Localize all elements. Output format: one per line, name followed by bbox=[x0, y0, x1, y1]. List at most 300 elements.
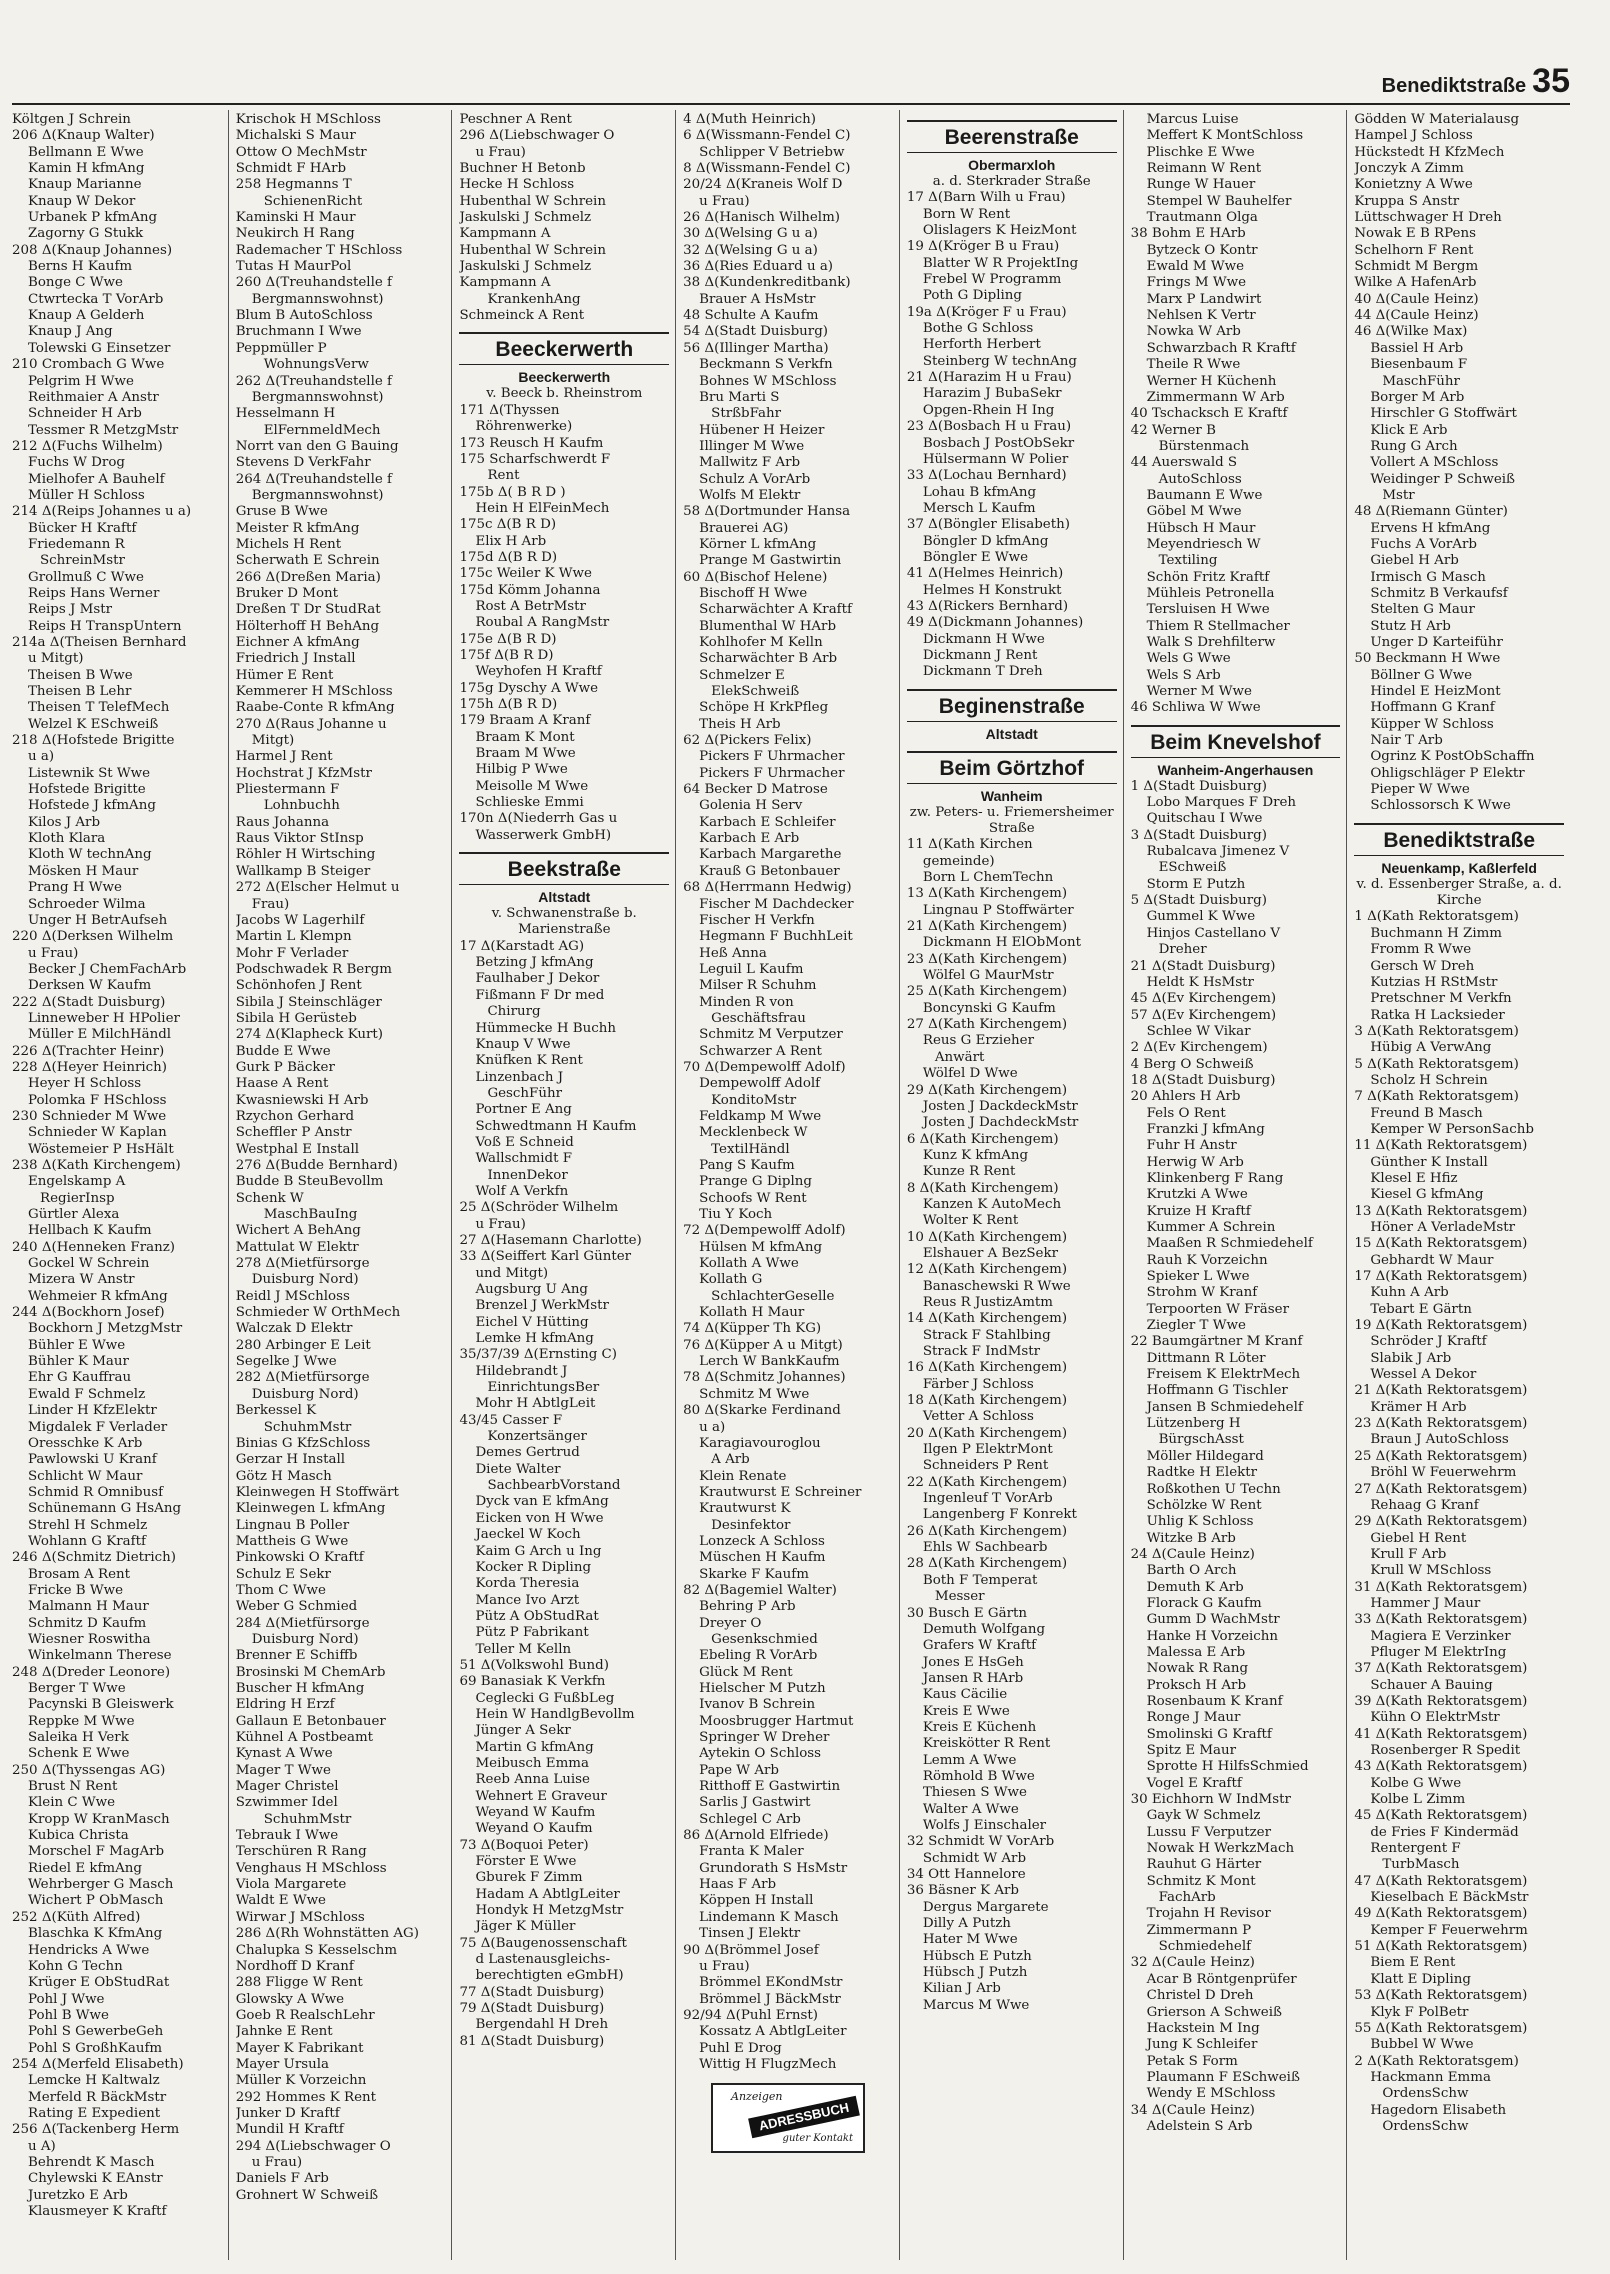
listing-line: Theisen B Wwe bbox=[28, 667, 133, 683]
listing-line: 41 Δ(Kath Rektoratsgem) bbox=[1354, 1726, 1528, 1742]
listing-line: Ziegler T Wwe bbox=[1146, 1318, 1246, 1334]
listing-line: Röhrenwerke) bbox=[475, 419, 573, 435]
listing-line: Jünger A Sekr bbox=[475, 1723, 571, 1739]
listing-line: Kemmerer H MSchloss bbox=[235, 684, 393, 700]
listing-line: Schmitz D Kaufm bbox=[28, 1615, 147, 1631]
listing-line: Elix H Arb bbox=[475, 533, 547, 549]
listing-line: Malmann H Maur bbox=[28, 1599, 149, 1615]
listing-line: Meisolle M Wwe bbox=[475, 778, 589, 794]
street-heading: Benediktstraße bbox=[1354, 823, 1564, 856]
listing-line: Schneiders P Rent bbox=[922, 1458, 1049, 1474]
listing-line: InnenDekor bbox=[487, 1167, 568, 1183]
listing-line: u a) bbox=[28, 749, 55, 765]
listing-line: Klinkenberg F Rang bbox=[1146, 1170, 1284, 1186]
listing-line: 17 Δ(Barn Wilh u Frau) bbox=[906, 190, 1066, 206]
listing-line: Lonzeck A Schloss bbox=[699, 1533, 825, 1549]
logo-bottom-text: guter Kontakt bbox=[782, 2132, 854, 2144]
listing-line: ESchweiß bbox=[1158, 860, 1227, 876]
listing-line: Raus Viktor StInsp bbox=[235, 831, 364, 847]
listing-line: Kühn O ElektrMstr bbox=[1370, 1710, 1500, 1726]
listing-line: Krull F Arb bbox=[1370, 1546, 1447, 1562]
listing-line: Rentergent F bbox=[1370, 1841, 1461, 1857]
listing-line: Anwärt bbox=[934, 1049, 985, 1065]
listing-line: 12 Δ(Kath Kirchengem) bbox=[906, 1262, 1068, 1278]
listing-line: Riedel E kfmAng bbox=[28, 1860, 142, 1876]
listing-line: Peppmüller P bbox=[235, 340, 327, 356]
listing-line: 20 Δ(Kath Kirchengem) bbox=[906, 1425, 1068, 1441]
listing-line: Bosbach J PostObSekr bbox=[922, 435, 1075, 451]
listing-line: Thom C Wwe bbox=[235, 1582, 326, 1598]
listing-line: Rzychon Gerhard bbox=[235, 1108, 355, 1124]
listing-line: 266 Δ(Dreßen Maria) bbox=[235, 569, 381, 585]
listing-line: Duisburg Nord) bbox=[251, 1386, 359, 1402]
listing-line: Desinfektor bbox=[711, 1517, 791, 1533]
listing-line: Raabe-Conte R kfmAng bbox=[235, 700, 395, 716]
listing-line: Kohlhofer M Kelln bbox=[699, 635, 823, 650]
listing-line: AutoSchloss bbox=[1158, 471, 1242, 487]
district-subtitle: Wanheim bbox=[980, 787, 1043, 804]
listing-line: Ctwrtecka T VorArb bbox=[28, 291, 164, 307]
listing-line: Mattulat W Elektr bbox=[235, 1239, 359, 1255]
listing-line: Fromm R Wwe bbox=[1370, 942, 1472, 958]
listing-line: Herforth Herbert bbox=[922, 337, 1041, 353]
listing-line: Slabik J Arb bbox=[1370, 1350, 1452, 1366]
listing-line: Irmisch G Masch bbox=[1370, 569, 1486, 585]
listing-line: Pohl S GroßhKaufm bbox=[28, 2040, 163, 2056]
column-5 bbox=[899, 110, 1123, 2260]
listing-line: Elshauer A BezSekr bbox=[922, 1245, 1058, 1261]
listing-line: 30 Busch E Gärtn bbox=[906, 1605, 1028, 1621]
listing-line: Jaskulski J Schmelz bbox=[459, 259, 592, 275]
listing-line: Saleika H Verk bbox=[28, 1730, 129, 1746]
listing-line: Budde E Wwe bbox=[235, 1043, 331, 1059]
listing-line: Pape W Arb bbox=[699, 1762, 779, 1778]
listing-line: Kynast A Wwe bbox=[235, 1746, 333, 1762]
listing-line: Theisen B Lehr bbox=[28, 684, 132, 700]
listing-line: 17 Δ(Kath Rektoratsgem) bbox=[1354, 1269, 1528, 1285]
listing-line: Wels G Wwe bbox=[1146, 651, 1231, 667]
listing-line: Kruize H Kraftf bbox=[1146, 1203, 1251, 1219]
listing-line: 210 Crombach G Wwe bbox=[12, 357, 165, 373]
listing-line: Frau) bbox=[251, 896, 290, 912]
listing-line: 214a Δ(Theisen Bernhard bbox=[12, 635, 187, 650]
listing-line: SchlachterGeselle bbox=[711, 1288, 835, 1304]
listing-line: Neukirch H Rang bbox=[235, 226, 355, 242]
listing-line: Gersch W Dreh bbox=[1370, 958, 1475, 974]
listing-line: Ehls W Sachbearb bbox=[922, 1540, 1048, 1556]
listing-line: 44 Auerswald S bbox=[1130, 455, 1238, 471]
listing-line: SchuhmMstr bbox=[263, 1419, 352, 1435]
listing-line: Hagedorn Elisabeth bbox=[1370, 2102, 1507, 2118]
listing-line: Kaus Cäcilie bbox=[922, 1687, 1008, 1703]
listing-line: 2 Δ(Kath Rektoratsgem) bbox=[1354, 2053, 1519, 2069]
listing-line: Wilke A HafenArb bbox=[1354, 275, 1477, 291]
listing-line: 27 Δ(Kath Kirchengem) bbox=[906, 1017, 1068, 1033]
listing-line: Reips H TranspUntern bbox=[28, 618, 182, 634]
listing-line: Tersluisen H Wwe bbox=[1146, 602, 1270, 618]
listing-line: Mühleis Petronella bbox=[1146, 585, 1275, 601]
listing-line: Kiesel G kfmAng bbox=[1370, 1187, 1484, 1203]
listing-line: Kropp W KranMasch bbox=[28, 1811, 170, 1827]
listing-line: Bürstenmach bbox=[1158, 438, 1250, 454]
listing-line: Heyer H Schloss bbox=[28, 1076, 142, 1092]
listing-line: Hümmecke H Buchh bbox=[475, 1020, 616, 1036]
listing-line: 43 Δ(Kath Rektoratsgem) bbox=[1354, 1759, 1528, 1775]
listing-line: Engelskamp A bbox=[28, 1174, 126, 1190]
listing-line: Dreßen T Dr StudRat bbox=[235, 602, 381, 618]
listing-line: Gayk W Schmelz bbox=[1146, 1808, 1261, 1824]
listing-line: 28 Δ(Kath Kirchengem) bbox=[906, 1556, 1068, 1572]
listing-line: Küpper W Schloss bbox=[1370, 716, 1494, 732]
listing-line: Sprotte H HilfsSchmied bbox=[1146, 1759, 1309, 1775]
district-subtitle: Altstadt bbox=[985, 725, 1038, 742]
listing-line: Brömmel EKondMstr bbox=[699, 1975, 843, 1991]
listing-line: Kampmann A bbox=[459, 275, 551, 291]
listing-line: Duisburg Nord) bbox=[251, 1272, 359, 1288]
listing-line: Glück M Rent bbox=[699, 1664, 793, 1680]
listing-line: 56 Δ(Illinger Martha) bbox=[683, 340, 829, 356]
listing-line: Mecklenbeck W bbox=[699, 1125, 808, 1141]
listing-line: Schneider H Arb bbox=[28, 406, 142, 422]
listing-line: Lingnau B Poller bbox=[235, 1517, 350, 1533]
listing-line: Jahnke E Rent bbox=[235, 2024, 333, 2040]
listing-line: 25 Δ(Kath Rektoratsgem) bbox=[1354, 1448, 1528, 1464]
listing-line: 47 Δ(Kath Rektoratsgem) bbox=[1354, 1873, 1528, 1889]
listing-line: Höner A VerladeMstr bbox=[1370, 1220, 1516, 1235]
listing-line: Kollath G bbox=[699, 1272, 763, 1288]
listing-line: Fuchs A VorArb bbox=[1370, 536, 1477, 552]
listing-line: Bergmannswohnst) bbox=[251, 291, 384, 307]
listing-line: Hölterhoff H BehAng bbox=[235, 618, 380, 634]
listing-line: 292 Hommes K Rent bbox=[235, 2089, 376, 2105]
listing-line: 246 Δ(Schmitz Dietrich) bbox=[12, 1550, 177, 1566]
listing-line: Knaup J Ang bbox=[28, 324, 113, 340]
listing-line: Rent bbox=[487, 468, 520, 484]
listing-line: Brenner E Schiffb bbox=[235, 1648, 358, 1664]
listing-line: Wohlann G Kraftf bbox=[28, 1533, 146, 1549]
listing-line: 294 Δ(Liebschwager O bbox=[235, 2138, 391, 2154]
listing-line: Schmitz M Wwe bbox=[699, 1386, 810, 1402]
listing-line: 10 Δ(Kath Kirchengem) bbox=[906, 1229, 1068, 1245]
listing-line: 75 Δ(Baugenossenschaft bbox=[459, 1935, 627, 1951]
listing-line: Adelstein S Arb bbox=[1146, 2118, 1253, 2134]
listing-line: Borger M Arb bbox=[1370, 389, 1465, 405]
listing-line: EinrichtungsBer bbox=[487, 1380, 600, 1396]
listing-line: Thiesen S Wwe bbox=[922, 1785, 1027, 1801]
listing-line: Lemcke H Kaltwalz bbox=[28, 2073, 160, 2089]
listing-line: 21 Δ(Kath Rektoratsgem) bbox=[1354, 1383, 1528, 1399]
listing-line: Christel D Dreh bbox=[1146, 1988, 1254, 2004]
listing-line: Dreher bbox=[1158, 942, 1207, 958]
listing-line: Herwig W Arb bbox=[1146, 1154, 1244, 1170]
listing-line: Voß E Schneid bbox=[475, 1134, 574, 1150]
listing-line: Bruchmann I Wwe bbox=[235, 324, 362, 340]
listing-line: 170n Δ(Niederrh Gas u bbox=[459, 811, 618, 827]
listing-line: Pohl B Wwe bbox=[28, 2007, 109, 2023]
listing-line: 179 Braam A Kranf bbox=[459, 713, 591, 729]
listing-line: Westphal E Install bbox=[235, 1141, 360, 1157]
listing-line: Pickers F Uhrmacher bbox=[699, 749, 845, 765]
listing-line: 35/37/39 Δ(Ernsting C) bbox=[459, 1347, 617, 1363]
listing-line: Ohligschläger P Elektr bbox=[1370, 765, 1525, 781]
listing-line: 20 Ahlers H Arb bbox=[1130, 1089, 1241, 1105]
listing-line: Kossatz A AbtlgLeiter bbox=[699, 2024, 847, 2040]
listing-line: Hegmann F BuchhLeit bbox=[699, 929, 853, 945]
listing-line: Karbach E Schleifer bbox=[699, 814, 836, 830]
listing-line: Konietzny A Wwe bbox=[1354, 177, 1473, 193]
listing-line: Kollath A Wwe bbox=[699, 1256, 799, 1272]
listing-line: Schauer A Bauing bbox=[1370, 1677, 1493, 1693]
listing-line: Pütz P Fabrikant bbox=[475, 1625, 589, 1641]
listing-line: 90 Δ(Brömmel Josef bbox=[683, 1942, 819, 1958]
listing-line: 212 Δ(Fuchs Wilhelm) bbox=[12, 438, 163, 454]
listing-line: 30 Eichhorn W IndMstr bbox=[1130, 1792, 1291, 1808]
listing-line: Hackstein M Ing bbox=[1146, 2020, 1260, 2036]
listing-line: Rosenberger R Spedit bbox=[1370, 1743, 1521, 1758]
listing-line: Schulz E Sekr bbox=[235, 1566, 331, 1582]
listing-line: Wittig H FlugzMech bbox=[699, 2056, 837, 2072]
listing-line: Schön Fritz Kraftf bbox=[1146, 569, 1270, 585]
listing-line: Böngler D kfmAng bbox=[922, 533, 1049, 549]
listing-line: Reus R JustizAmtm bbox=[922, 1294, 1054, 1310]
listing-line: Nair T Arb bbox=[1370, 733, 1443, 749]
listing-line: BürgschAsst bbox=[1158, 1432, 1244, 1448]
listing-line: 21 Δ(Kath Kirchengem) bbox=[906, 919, 1068, 935]
listing-line: Kollath H Maur bbox=[699, 1305, 805, 1321]
listing-line: 42 Werner B bbox=[1130, 422, 1216, 438]
listing-line: Schmid R Omnibusf bbox=[28, 1484, 164, 1500]
listing-line: 49 Δ(Kath Rektoratsgem) bbox=[1354, 1906, 1528, 1922]
listing-line: Bohnes W MSchloss bbox=[699, 373, 837, 389]
listing-line: Mattheis G Wwe bbox=[235, 1533, 349, 1549]
listing-line: Hümer E Rent bbox=[235, 667, 334, 683]
listing-line: 288 Fligge W Rent bbox=[235, 1975, 363, 1991]
listing-line: Hesselmann H bbox=[235, 406, 336, 422]
listing-line: Kemper F Feuerwehrm bbox=[1370, 1922, 1528, 1938]
listing-line: Kaim G Arch u Ing bbox=[475, 1543, 602, 1559]
listing-line: Bücker H Kraftf bbox=[28, 520, 137, 536]
listing-line: 29 Δ(Kath Kirchengem) bbox=[906, 1082, 1068, 1098]
street-section bbox=[459, 332, 669, 844]
header-rule bbox=[12, 103, 1570, 105]
listing-line: 72 Δ(Dempewolff Adolf) bbox=[683, 1223, 846, 1239]
listing-line: Proksch H Arb bbox=[1146, 1677, 1247, 1693]
listing-line: 68 Δ(Herrmann Hedwig) bbox=[683, 880, 852, 896]
listing-line: Karagiavouroglou bbox=[699, 1435, 821, 1451]
listing-line: Ervens H kfmAng bbox=[1370, 520, 1491, 536]
listing-line: Hubenthal W Schrein bbox=[459, 242, 606, 258]
listing-line: Gödden W Materialausg bbox=[1354, 112, 1520, 127]
listing-line: 60 Δ(Bischof Helene) bbox=[683, 569, 828, 585]
listing-line: Nowak E B RPens bbox=[1354, 226, 1476, 242]
listing-line: Hildebrandt J bbox=[475, 1363, 568, 1379]
listing-line: Buscher H kfmAng bbox=[235, 1681, 365, 1696]
listing-line: Pfluger M ElektrIng bbox=[1370, 1644, 1507, 1660]
listing-line: u a) bbox=[699, 1419, 726, 1435]
listing-line: Krämer H Arb bbox=[1370, 1399, 1467, 1415]
listing-line: Wels S Arb bbox=[1146, 667, 1221, 683]
listing-line: 19a Δ(Kröger F u Frau) bbox=[906, 304, 1067, 320]
listing-line: Glowsky A Wwe bbox=[235, 1991, 345, 2007]
listing-line: Kleinwegen H Stoffwärt bbox=[235, 1484, 399, 1500]
listing-line: Wallschmidt F bbox=[475, 1151, 573, 1167]
listing-line: 48 Δ(Riemann Günter) bbox=[1354, 504, 1508, 520]
listing-line: Dreyer O bbox=[699, 1615, 762, 1631]
listing-line: 175g Dyschy A Wwe bbox=[459, 680, 599, 696]
listing-line: Müller H Schloss bbox=[28, 487, 145, 503]
listing-line: Römhold B Wwe bbox=[922, 1768, 1035, 1784]
listing-line: Reppke M Wwe bbox=[28, 1713, 135, 1729]
listing-line: 25 Δ(Kath Kirchengem) bbox=[906, 984, 1068, 1000]
listing-line: Polomka F HSchloss bbox=[28, 1092, 167, 1108]
listing-line: Hanke H Vorzeichn bbox=[1146, 1628, 1279, 1644]
listing-line: Brust N Rent bbox=[28, 1779, 118, 1795]
listing-line: Ebeling R VorArb bbox=[699, 1648, 818, 1664]
listing-line: Mager T Wwe bbox=[235, 1762, 331, 1778]
listing-line: Blatter W R ProjektIng bbox=[922, 255, 1079, 271]
listing-line: 37 Δ(Kath Rektoratsgem) bbox=[1354, 1661, 1528, 1677]
street-heading: Beginenstraße bbox=[907, 689, 1117, 722]
listing-line: Mayer Ursula bbox=[235, 2056, 330, 2072]
page-number: 35 bbox=[1532, 62, 1570, 100]
listing-line: Prange M Gastwirtin bbox=[699, 553, 842, 569]
listing-line: Reeb Anna Luise bbox=[475, 1772, 590, 1788]
listing-line: Weyhofen H Kraftf bbox=[475, 664, 602, 680]
listing-line: Feldkamp M Wwe bbox=[699, 1108, 822, 1124]
listing-line: Marx P Landwirt bbox=[1146, 291, 1262, 307]
listing-line: 276 Δ(Budde Bernhard) bbox=[235, 1158, 398, 1173]
listing-line: Pickers F Uhrmacher bbox=[699, 765, 845, 781]
directory-columns bbox=[12, 110, 1570, 2260]
listing-line: Braam M Wwe bbox=[475, 746, 576, 762]
listing-line: Runge W Hauer bbox=[1146, 177, 1256, 193]
listing-line: 44 Δ(Caule Heinz) bbox=[1354, 308, 1479, 324]
listing-line: Meister R kfmAng bbox=[235, 520, 360, 536]
listing-line: Brosinski M ChemArb bbox=[235, 1664, 386, 1680]
listing-line: Segelke J Wwe bbox=[235, 1354, 337, 1370]
listing-line: Ceglecki G FußbLeg bbox=[475, 1690, 615, 1706]
listing-line: Kolbe L Zimm bbox=[1370, 1792, 1466, 1808]
listing-line: 51 Δ(Volkswohl Bund) bbox=[459, 1657, 609, 1673]
listing-line: Bergmannswohnst) bbox=[251, 487, 384, 503]
listing-line: 5 Δ(Kath Rektoratsgem) bbox=[1354, 1056, 1519, 1072]
listing-line: Jansen B Schmiedehelf bbox=[1146, 1399, 1303, 1415]
listing-line: 296 Δ(Liebschwager O bbox=[459, 128, 615, 144]
listing-line: Klesel E Hfiz bbox=[1370, 1170, 1458, 1186]
listing-line: Jäger K Müller bbox=[475, 1919, 576, 1935]
listing-line: 238 Δ(Kath Kirchengem) bbox=[12, 1158, 181, 1173]
listing-line: 34 Ott Hannelore bbox=[906, 1867, 1026, 1882]
listing-line: Spitz E Maur bbox=[1146, 1743, 1237, 1758]
listing-line: Haase A Rent bbox=[235, 1076, 329, 1092]
listing-line: Dyck van E kfmAng bbox=[475, 1494, 609, 1510]
listing-line: Hendricks A Wwe bbox=[28, 1942, 150, 1958]
listing-line: 175c Δ(B R D) bbox=[459, 517, 557, 533]
listing-line: 34 Δ(Caule Heinz) bbox=[1130, 2102, 1255, 2118]
listing-line: 226 Δ(Trachter Heinr) bbox=[12, 1043, 165, 1059]
listing-line: Kieselbach E BäckMstr bbox=[1370, 1890, 1529, 1906]
listing-line: Theis H Arb bbox=[699, 716, 781, 732]
listing-line: Bytzeck O Kontr bbox=[1146, 242, 1258, 258]
listing-line: Dilly A Putzh bbox=[922, 1916, 1011, 1932]
street-section bbox=[459, 852, 669, 2050]
listing-line: 282 Δ(Mietfürsorge bbox=[235, 1370, 370, 1386]
listing-line: Opgen-Rhein H Ing bbox=[922, 402, 1055, 418]
listing-line: Hirschler G Stoffwärt bbox=[1370, 406, 1517, 422]
street-extent: a. d. Sterkrader Straße bbox=[932, 174, 1091, 189]
listing-line: 175e Δ(B R D) bbox=[459, 631, 557, 647]
listing-line: Radtke H Elektr bbox=[1146, 1465, 1258, 1481]
listing-line: Kreis E Wwe bbox=[922, 1703, 1010, 1719]
listing-line: Schroeder Wilma bbox=[28, 896, 146, 912]
listing-line: Pohl S GewerbeGeh bbox=[28, 2024, 164, 2040]
listing-line: Augsburg U Ang bbox=[475, 1282, 589, 1297]
listing-line: Schlegel C Arb bbox=[699, 1811, 801, 1827]
listing-line: Berkessel K bbox=[235, 1403, 317, 1419]
listing-line: Költgen J Schrein bbox=[12, 112, 131, 127]
listing-line: Rubalcava Jimenez V bbox=[1146, 844, 1290, 860]
listing-line: Hübsch E Putzh bbox=[922, 1948, 1032, 1964]
listing-line: Mersch L Kaufm bbox=[922, 500, 1036, 516]
listing-line: Behrendt K Masch bbox=[28, 2154, 155, 2170]
street-section bbox=[907, 751, 1117, 2014]
listing-line: Müller K Vorzeichn bbox=[235, 2073, 367, 2089]
listing-line: OrdensSchw bbox=[1382, 2086, 1469, 2102]
listing-line: Gockel W Schrein bbox=[28, 1256, 150, 1272]
listing-line: 3 Δ(Stadt Duisburg) bbox=[1130, 827, 1267, 843]
listing-line: Nowak H WerkzMach bbox=[1146, 1841, 1295, 1857]
listing-line: Maaßen R Schmiedehelf bbox=[1146, 1236, 1313, 1252]
listing-line: Schmelzer E bbox=[699, 667, 785, 683]
listing-line: Marcus M Wwe bbox=[922, 1997, 1030, 2013]
listing-line: Hübsch H Maur bbox=[1146, 520, 1256, 536]
listing-line: Kolbe G Wwe bbox=[1370, 1775, 1462, 1791]
listing-line: Ingenleuf T VorArb bbox=[922, 1491, 1053, 1507]
street-extent: v. Schwanenstraße b. Marienstraße bbox=[491, 906, 637, 938]
listing-line: Kunze R Rent bbox=[922, 1164, 1016, 1180]
listing-line: Schmeinck A Rent bbox=[459, 308, 585, 324]
listing-line: Harmel J Rent bbox=[235, 749, 333, 765]
listing-line: 6 Δ(Kath Kirchengem) bbox=[906, 1131, 1059, 1147]
listing-line: 24 Δ(Caule Heinz) bbox=[1130, 1546, 1255, 1562]
district-subtitle: Obermarxloh bbox=[968, 157, 1056, 173]
listing-line: Böngler E Wwe bbox=[922, 549, 1029, 565]
listing-line: Gburek F Zimm bbox=[475, 1870, 583, 1886]
listing-line: Szwimmer Idel bbox=[235, 1795, 338, 1811]
listing-line: Olislagers K HeizMont bbox=[922, 223, 1077, 239]
listing-line: 43 Δ(Rickers Bernhard) bbox=[906, 598, 1069, 614]
listing-line: Pelgrim H Wwe bbox=[28, 373, 134, 389]
listing-line: 18 Δ(Stadt Duisburg) bbox=[1130, 1072, 1276, 1088]
listing-line: Demuth K Arb bbox=[1146, 1579, 1244, 1595]
listing-line: Derksen W Kaufm bbox=[28, 978, 152, 994]
listing-line: Hübig A VerwAng bbox=[1370, 1040, 1492, 1056]
listing-line: 54 Δ(Stadt Duisburg) bbox=[683, 324, 829, 340]
listing-line: Biem E Rent bbox=[1370, 1955, 1456, 1971]
listing-line: Kuhn A Arb bbox=[1370, 1285, 1449, 1301]
listing-line: Wendy E MSchloss bbox=[1146, 2086, 1276, 2102]
listing-line: 171 Δ(Thyssen bbox=[459, 402, 560, 418]
column-1 bbox=[12, 110, 228, 2260]
listing-line: Nowak R Rang bbox=[1146, 1661, 1249, 1677]
street-heading: Beim Knevelshof bbox=[1131, 725, 1341, 758]
listing-line: Gumm D WachMstr bbox=[1146, 1612, 1280, 1628]
listing-line: Günther K Install bbox=[1370, 1154, 1488, 1170]
listing-line: Mager Christel bbox=[235, 1779, 339, 1795]
listing-line: Köppen H Install bbox=[699, 1893, 814, 1909]
listing-line: 46 Schliwa W Wwe bbox=[1130, 700, 1261, 716]
listing-line: Scheffler P Anstr bbox=[235, 1125, 352, 1141]
